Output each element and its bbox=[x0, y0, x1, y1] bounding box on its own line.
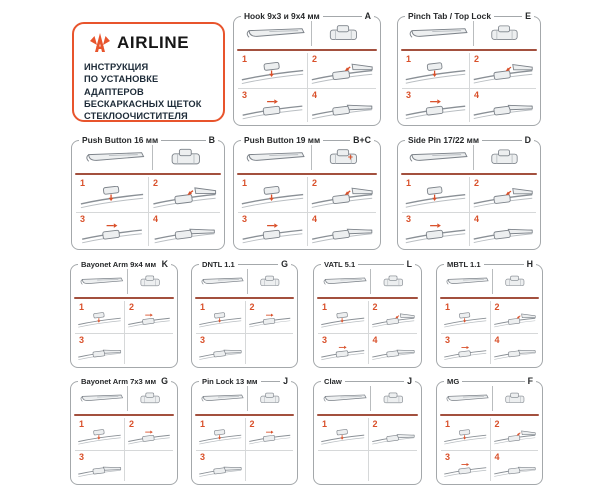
steps-grid bbox=[75, 418, 173, 481]
step-illustration bbox=[127, 310, 171, 332]
step-cell bbox=[196, 301, 245, 333]
step-cell bbox=[441, 333, 490, 365]
panel-title: MBTL 1.1 bbox=[444, 259, 484, 270]
adapter-illustration bbox=[370, 269, 416, 294]
step-number: 3 bbox=[79, 334, 85, 345]
step-illustration bbox=[443, 460, 488, 481]
step-number: 4 bbox=[312, 89, 318, 100]
step-illustration bbox=[77, 343, 122, 364]
step-illustration bbox=[198, 460, 243, 481]
step-number: 2 bbox=[494, 302, 500, 312]
step-cell bbox=[75, 333, 124, 365]
step-illustration bbox=[404, 186, 467, 211]
step-cell bbox=[469, 53, 536, 88]
step-number: 4 bbox=[474, 213, 480, 224]
step-cell bbox=[245, 301, 294, 333]
step-cell bbox=[196, 450, 245, 482]
panel-hook bbox=[233, 11, 381, 126]
step-number: 1 bbox=[406, 54, 412, 64]
step-number: 1 bbox=[242, 178, 248, 188]
step-cell bbox=[441, 450, 490, 482]
step-cell bbox=[490, 418, 539, 450]
step-number: 1 bbox=[79, 419, 85, 429]
panel-intro-row bbox=[319, 386, 416, 411]
header-divider bbox=[74, 414, 174, 416]
step-number: 2 bbox=[129, 302, 135, 312]
panel-mg bbox=[436, 376, 543, 485]
wiper-arm-illustration bbox=[319, 269, 370, 294]
step-number: 2 bbox=[249, 302, 255, 312]
panel-intro-row bbox=[76, 386, 172, 411]
empty-cell bbox=[368, 450, 418, 482]
wiper-arm-illustration bbox=[239, 21, 311, 46]
step-illustration bbox=[472, 186, 534, 211]
empty-cell bbox=[318, 450, 368, 482]
step-cell bbox=[318, 418, 368, 450]
panel-letter: B bbox=[206, 135, 218, 146]
panel-title: Side Pin 17/22 мм bbox=[405, 135, 482, 146]
panel-title: Hook 9x3 и 9x4 мм bbox=[241, 11, 323, 22]
header-divider bbox=[401, 49, 537, 51]
step-illustration bbox=[151, 222, 218, 246]
steps-grid bbox=[402, 53, 536, 122]
wiper-arm-illustration bbox=[197, 386, 247, 411]
step-cell bbox=[245, 418, 294, 450]
step-cell bbox=[307, 212, 376, 247]
panel-pinlock bbox=[191, 376, 298, 485]
step-illustration bbox=[493, 460, 537, 481]
step-number: 2 bbox=[474, 54, 480, 64]
step-number: 3 bbox=[406, 89, 412, 100]
steps-grid bbox=[441, 418, 538, 481]
step-number: 3 bbox=[200, 334, 206, 345]
panel-intro-row bbox=[197, 386, 292, 411]
step-cell bbox=[148, 177, 220, 212]
steps-grid bbox=[238, 177, 376, 246]
adapter-illustration bbox=[247, 269, 292, 294]
instruction-line: ИНСТРУКЦИЯ bbox=[84, 62, 149, 72]
step-number: 1 bbox=[445, 302, 451, 312]
adapter-illustration bbox=[492, 386, 537, 411]
steps-grid bbox=[75, 301, 173, 364]
panel-bayonet94 bbox=[70, 259, 178, 368]
header-divider bbox=[237, 173, 377, 175]
steps-grid bbox=[441, 301, 538, 364]
step-number: 2 bbox=[474, 178, 480, 188]
steps-grid bbox=[318, 418, 417, 481]
header-divider bbox=[75, 173, 221, 175]
panel-bayonet73 bbox=[70, 376, 178, 485]
step-cell bbox=[76, 177, 148, 212]
header-divider bbox=[401, 173, 537, 175]
step-number: 2 bbox=[372, 302, 378, 312]
step-cell bbox=[402, 212, 469, 247]
step-number: 3 bbox=[445, 334, 451, 345]
step-illustration bbox=[248, 427, 292, 449]
step-cell bbox=[368, 333, 418, 365]
wiper-arm-illustration bbox=[77, 145, 152, 170]
wiper-arm-illustration bbox=[442, 269, 492, 294]
step-number: 1 bbox=[242, 54, 248, 64]
step-cell bbox=[196, 418, 245, 450]
panel-pinchtab bbox=[397, 11, 541, 126]
step-cell bbox=[469, 88, 536, 123]
step-number: 4 bbox=[474, 89, 480, 100]
adapter-illustration bbox=[311, 21, 375, 46]
step-illustration bbox=[78, 186, 146, 211]
steps-grid bbox=[238, 53, 376, 122]
adapter-illustration bbox=[492, 269, 537, 294]
step-illustration bbox=[151, 186, 218, 211]
empty-cell bbox=[124, 450, 173, 482]
step-illustration bbox=[493, 427, 537, 449]
step-number: 1 bbox=[200, 419, 206, 429]
adapter-illustration bbox=[127, 269, 172, 294]
step-illustration bbox=[310, 186, 374, 211]
panel-intro-row bbox=[442, 386, 537, 411]
adapter-illustration bbox=[127, 386, 172, 411]
step-cell bbox=[238, 53, 307, 88]
header-divider bbox=[195, 414, 294, 416]
step-cell bbox=[490, 301, 539, 333]
panel-title: Bayonet Arm 7x3 мм bbox=[78, 376, 159, 387]
step-illustration bbox=[77, 460, 122, 481]
wiper-arm-illustration bbox=[403, 145, 473, 170]
header-divider bbox=[440, 297, 539, 299]
panel-letter: E bbox=[522, 11, 534, 22]
step-illustration bbox=[198, 343, 243, 364]
step-illustration bbox=[472, 98, 534, 122]
panel-dntl bbox=[191, 259, 298, 368]
step-cell bbox=[124, 301, 173, 333]
header-divider bbox=[317, 297, 418, 299]
step-number: 1 bbox=[200, 302, 206, 312]
step-illustration bbox=[240, 98, 305, 122]
step-illustration bbox=[371, 310, 416, 332]
step-illustration bbox=[443, 427, 488, 449]
step-illustration bbox=[443, 310, 488, 332]
panel-title: Pinch Tab / Top Lock bbox=[405, 11, 494, 22]
panel-mbtl bbox=[436, 259, 543, 368]
step-illustration bbox=[371, 427, 416, 449]
adapter-illustration bbox=[473, 21, 535, 46]
panel-intro-row bbox=[403, 145, 535, 170]
step-illustration bbox=[493, 343, 537, 364]
step-number: 3 bbox=[79, 451, 85, 462]
step-number: 1 bbox=[79, 302, 85, 312]
step-cell bbox=[318, 333, 368, 365]
panel-title: Push Button 16 мм bbox=[79, 135, 161, 146]
step-illustration bbox=[320, 343, 366, 364]
step-illustration bbox=[472, 222, 534, 246]
step-cell bbox=[318, 301, 368, 333]
step-cell bbox=[238, 177, 307, 212]
step-cell bbox=[238, 212, 307, 247]
panel-letter: G bbox=[278, 259, 291, 270]
step-cell bbox=[402, 88, 469, 123]
brand-name: AIRLINE bbox=[117, 33, 190, 52]
panel-letter: L bbox=[404, 259, 415, 270]
panel-letter: J bbox=[404, 376, 415, 387]
empty-cell bbox=[245, 450, 294, 482]
panel-intro-row bbox=[319, 269, 416, 294]
step-number: 3 bbox=[406, 213, 412, 224]
steps-grid bbox=[196, 301, 293, 364]
panel-intro-row bbox=[197, 269, 292, 294]
step-cell bbox=[307, 53, 376, 88]
adapter-plus-note: + bbox=[347, 152, 353, 162]
panel-push16 bbox=[71, 135, 225, 250]
step-illustration bbox=[78, 222, 146, 246]
panel-title: Bayonet Arm 9x4 мм bbox=[78, 259, 159, 270]
step-number: 2 bbox=[153, 178, 159, 188]
instruction-line: БЕСКАРКАСНЫХ ЩЕТОК bbox=[84, 98, 202, 109]
step-number: 3 bbox=[242, 89, 248, 100]
panel-sidepin bbox=[397, 135, 541, 250]
panel-letter: K bbox=[159, 259, 171, 270]
brand-row bbox=[88, 32, 214, 54]
step-number: 4 bbox=[153, 213, 159, 224]
step-number: 2 bbox=[249, 419, 255, 429]
step-cell bbox=[238, 88, 307, 123]
header-divider bbox=[195, 297, 294, 299]
step-illustration bbox=[240, 62, 305, 87]
step-cell bbox=[307, 88, 376, 123]
steps-grid bbox=[196, 418, 293, 481]
step-illustration bbox=[310, 222, 374, 246]
step-number: 4 bbox=[494, 451, 500, 462]
panel-intro-row bbox=[239, 21, 375, 46]
brand-block bbox=[72, 22, 225, 122]
step-illustration bbox=[198, 310, 243, 332]
step-cell bbox=[441, 301, 490, 333]
wiper-arm-illustration bbox=[76, 386, 127, 411]
panel-push19 bbox=[233, 135, 381, 250]
wiper-arm-illustration bbox=[403, 21, 473, 46]
step-cell bbox=[75, 418, 124, 450]
panel-title: DNTL 1.1 bbox=[199, 259, 238, 270]
empty-cell bbox=[245, 333, 294, 365]
step-number: 3 bbox=[322, 334, 328, 345]
step-number: 2 bbox=[372, 419, 378, 429]
step-number: 4 bbox=[312, 213, 318, 224]
step-cell bbox=[368, 418, 418, 450]
instruction-title bbox=[84, 61, 214, 122]
step-illustration bbox=[77, 310, 122, 332]
panel-intro-row bbox=[239, 145, 375, 170]
panel-title: VATL 5.1 bbox=[321, 259, 358, 270]
panel-intro-row bbox=[403, 21, 535, 46]
panel-title: Claw bbox=[321, 376, 345, 387]
header-divider bbox=[237, 49, 377, 51]
instruction-line: СТЕКЛООЧИСТИТЕЛЯ bbox=[84, 111, 188, 122]
panel-letter: H bbox=[524, 259, 536, 270]
step-illustration bbox=[320, 310, 366, 332]
panel-letter: D bbox=[522, 135, 534, 146]
header-divider bbox=[74, 297, 174, 299]
panel-intro-row bbox=[77, 145, 219, 170]
step-number: 3 bbox=[80, 213, 86, 224]
airline-star-logo-icon bbox=[88, 32, 112, 54]
steps-grid bbox=[76, 177, 220, 246]
step-cell bbox=[307, 177, 376, 212]
step-number: 1 bbox=[406, 178, 412, 188]
panel-letter: A bbox=[362, 11, 374, 22]
step-illustration bbox=[404, 222, 467, 246]
step-number: 2 bbox=[312, 178, 318, 188]
wiper-arm-illustration bbox=[442, 386, 492, 411]
step-illustration bbox=[240, 222, 305, 246]
step-illustration bbox=[472, 62, 534, 87]
steps-grid bbox=[402, 177, 536, 246]
step-illustration bbox=[240, 186, 305, 211]
step-cell bbox=[75, 301, 124, 333]
step-number: 3 bbox=[200, 451, 206, 462]
step-illustration bbox=[443, 343, 488, 364]
step-illustration bbox=[77, 427, 122, 449]
step-number: 2 bbox=[129, 419, 135, 429]
step-number: 1 bbox=[445, 419, 451, 429]
adapter-illustration bbox=[473, 145, 535, 170]
step-cell bbox=[76, 212, 148, 247]
panel-letter: J bbox=[280, 376, 291, 387]
header-divider bbox=[440, 414, 539, 416]
panel-vatl bbox=[313, 259, 422, 368]
panel-letter: F bbox=[525, 376, 536, 387]
step-cell bbox=[402, 53, 469, 88]
adapter-illustration bbox=[247, 386, 292, 411]
step-cell bbox=[402, 177, 469, 212]
empty-cell bbox=[124, 333, 173, 365]
step-number: 3 bbox=[242, 213, 248, 224]
wiper-arm-illustration bbox=[197, 269, 247, 294]
step-number: 1 bbox=[80, 178, 86, 188]
step-number: 4 bbox=[372, 334, 378, 345]
panel-title: Push Button 19 мм bbox=[241, 135, 323, 146]
step-cell bbox=[124, 418, 173, 450]
instruction-line: ПО УСТАНОВКЕ АДАПТЕРОВ bbox=[84, 74, 159, 97]
step-cell bbox=[469, 212, 536, 247]
step-cell bbox=[75, 450, 124, 482]
panel-title: Pin Lock 13 мм bbox=[199, 376, 261, 387]
wiper-arm-illustration bbox=[319, 386, 370, 411]
step-illustration bbox=[198, 427, 243, 449]
header-divider bbox=[317, 414, 418, 416]
panel-intro-row bbox=[76, 269, 172, 294]
step-illustration bbox=[493, 310, 537, 332]
step-illustration bbox=[371, 343, 416, 364]
step-illustration bbox=[310, 62, 374, 87]
step-cell bbox=[441, 418, 490, 450]
step-cell bbox=[490, 450, 539, 482]
step-cell bbox=[469, 177, 536, 212]
adapter-illustration bbox=[370, 386, 416, 411]
wiper-arm-illustration bbox=[239, 145, 311, 170]
step-number: 2 bbox=[312, 54, 318, 64]
step-illustration bbox=[404, 98, 467, 122]
step-illustration bbox=[310, 98, 374, 122]
panel-intro-row bbox=[442, 269, 537, 294]
steps-grid bbox=[318, 301, 417, 364]
panel-letter: G bbox=[158, 376, 171, 387]
step-illustration bbox=[127, 427, 171, 449]
step-number: 1 bbox=[322, 419, 328, 429]
panel-claw bbox=[313, 376, 422, 485]
step-number: 1 bbox=[322, 302, 328, 312]
panel-letter: B+C bbox=[350, 135, 374, 146]
step-illustration bbox=[404, 62, 467, 87]
step-number: 4 bbox=[494, 334, 500, 345]
adapter-illustration bbox=[311, 145, 375, 170]
step-cell bbox=[490, 333, 539, 365]
step-cell bbox=[148, 212, 220, 247]
step-number: 3 bbox=[445, 451, 451, 462]
step-number: 2 bbox=[494, 419, 500, 429]
step-illustration bbox=[320, 427, 366, 449]
wiper-arm-illustration bbox=[76, 269, 127, 294]
step-cell bbox=[196, 333, 245, 365]
step-cell bbox=[368, 301, 418, 333]
panel-title: MG bbox=[444, 376, 462, 387]
step-illustration bbox=[248, 310, 292, 332]
adapter-illustration bbox=[152, 145, 219, 170]
